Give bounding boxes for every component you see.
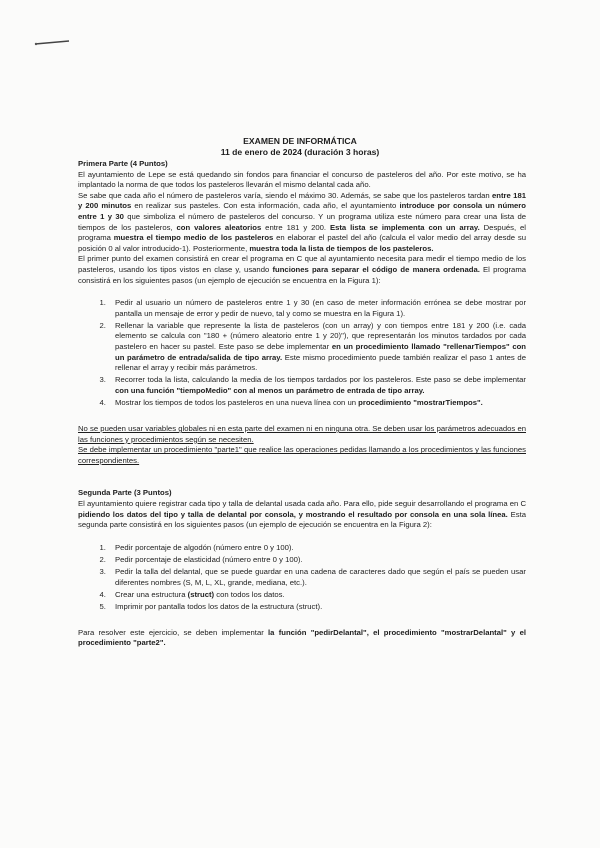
note-parte1: Se debe implementar un procedimiento "parte1" que realice las operaciones pedidas llamando a los procedimientos y las funciones correspondientes. [78,445,526,465]
list-item: 2. Rellenar la variable que represente la lista de pasteleros (con un array) y con tiempos entre 181 y 200 (i.e. cada elemento se calcula con "180 + (número aleatorio entre 1 y 20)"), que representarán los minutos tardados por cada pastelero en hacer su pastel. Este paso se debe implementar en un procedimiento llamado "rellenarTiempos" con un parámetro de entrada/salida de tipo array. Este mismo procedimiento puede también realizar el paso 1 antes de rellenar el array y recibir más parámetros. [108,321,526,374]
list-item: 4. Mostrar los tiempos de todos los pasteleros en una nueva línea con un procedimiento "mostrarTiempos". [108,398,526,409]
part2-steps [78,543,526,613]
list-item: 1. Pedir al usuario un número de pasteleros entre 1 y 30 (en caso de meter información errónea se debe mostrar por pantalla un mensaje de error y pedir de nuevo, tal y como se muestra en la Figura 1). [108,298,526,319]
part2-closing: Para resolver este ejercicio, se deben implementar la función "pedirDelantal", el procedimiento "mostrarDelantal" y el procedimiento "parte2". [78,627,526,648]
list-item: 2. Pedir porcentaje de elasticidad (número entre 0 y 100). [108,555,526,566]
list-item: 3. Recorrer toda la lista, calculando la media de los tiempos tardados por los pasteleros. Este paso se debe implementar con una función "tiempoMedio" con al menos un parámetro de entrada de tipo array. [108,375,526,396]
part2-description: El ayuntamiento quiere registrar cada tipo y talla de delantal usada cada año. Para ello, pide seguir desarrollando el programa en C pidiendo los datos del tipo y talla de delantal por consola, y mostrando el resultado por consola en una sola línea. Esta segunda parte consistirá en los siguientes pasos (un ejemplo de ejecución se encuentra en la Figura 2): [78,499,526,530]
list-item: 1. Pedir porcentaje de algodón (número entre 0 y 100). [108,543,526,554]
list-item: 4. Crear una estructura (struct) con todos los datos. [108,590,526,601]
list-item: 5. Imprimir por pantalla todos los datos de la estructura (struct). [108,602,526,613]
exam-date: 11 de enero de 2024 (duración 3 horas) [220,147,380,157]
part1-steps [78,298,526,408]
part1-intro: El ayuntamiento de Lepe se está quedando sin fondos para financiar el concurso de pasteleros del año. Por este motivo, se ha implantado la norma de que todos los pasteleros llevarán el mismo delantal cada año. [78,169,526,190]
part2-heading: Segunda Parte (3 Puntos) [78,488,172,498]
part1-description: Se sabe que cada año el número de pasteleros varía, siendo el máximo 30. Además, se sabe que los pasteleros tardan entre 181 y 200 minutos en realizar sus pasteles. Con esta información, cada año, el ayuntamiento introduce por consola un número entre 1 y 30 que simboliza el número de pasteleros del concurso. Y un programa utiliza este número para crear una lista de tiempos de los pasteleros, con valores aleatorios entre 181 y 200. Esta lista se implementa con un array. Después, el programa muestra el tiempo medio de los pasteleros en elaborar el pastel del año (calcula el valor medio del array desde su posición 0 al valor introducido-1). Posteriormente, muestra toda la lista de tiempos de los pasteleros. [78,190,527,253]
part1-heading: Primera Parte (4 Puntos) [78,159,168,168]
exam-title: EXAMEN DE INFORMÁTICA [243,136,357,146]
staple-mark [34,40,70,46]
note-global-variables: No se pueden usar variables globales ni en esta parte del examen ni en ninguna otra. Se deben usar los parámetros adecuados en las funciones y procedimientos según se necesiten. [78,424,526,444]
part1-task: El primer punto del examen consistirá en crear el programa en C que al ayuntamiento necesita para medir el tiempo medio de los pasteleros, usando los tipos vistos en clase y, usando funciones para separar el código de manera ordenada. El programa consistirá en los siguientes pasos (un ejemplo de ejecución se encuentra en la Figura 1): [78,254,526,285]
list-item: 3. Pedir la talla del delantal, que se puede guardar en una cadena de caracteres dado que según el país se pueden usar diferentes nombres (S, M, L, XL, grande, mediana, etc.). [108,567,526,588]
exam-content [78,151,526,649]
